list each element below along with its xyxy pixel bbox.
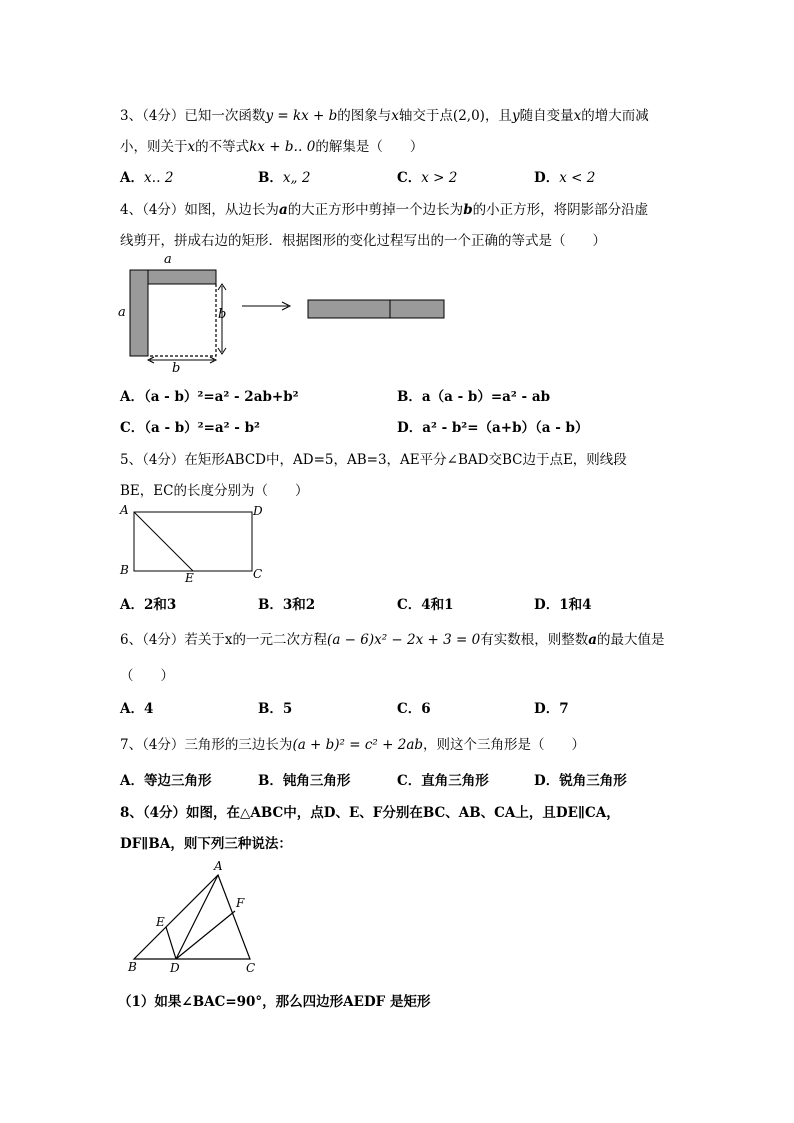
text: 的增大而减	[581, 108, 649, 124]
q8-label-d: D	[170, 961, 180, 975]
text: 小，则关于	[120, 139, 188, 155]
formula: y = kx + b	[265, 108, 338, 124]
q5-label-b: B	[120, 563, 129, 577]
q5-option-d[interactable]: D．1和4	[534, 597, 592, 613]
q3-option-c[interactable]	[397, 166, 457, 186]
q4-option-a[interactable]: A．（a - b）²=a² - 2ab+b²	[120, 389, 299, 405]
q8-segment-ad	[176, 875, 218, 959]
q6-option-b[interactable]: B．5	[258, 701, 293, 717]
q8-stem-line1: 8、（4分）如图，在△ABC中，点D、E、F分别在BC、AB、CA上，且DE∥CA，	[120, 805, 620, 821]
q8-label-e: E	[156, 915, 165, 929]
text: 6、（4分）若关于x的一元二次方程	[120, 632, 328, 648]
text: 的小正方形，将阴影部分沿虚	[472, 202, 649, 218]
q8-label-f: F	[236, 896, 245, 910]
q6-stem-line1	[120, 628, 664, 648]
q6-option-a[interactable]: A．4	[120, 701, 154, 717]
q8-figure	[122, 855, 272, 980]
formula: (2,0)	[452, 108, 485, 124]
text: ，则这个三角形是（ ）	[423, 737, 586, 753]
option-letter: A．	[120, 170, 144, 186]
text: 3、（4分）已知一次函数	[120, 108, 266, 124]
q8-label-c: C	[246, 961, 256, 975]
q4-label-b-bottom: b	[172, 361, 181, 375]
option-letter: C．	[397, 170, 422, 186]
q3-stem-line1	[120, 104, 649, 124]
text: 7、（4分）三角形的三边长为	[120, 737, 293, 753]
q4-figure	[110, 250, 460, 375]
option-letter: B．	[258, 170, 283, 186]
q4-label-a-top: a	[164, 252, 172, 267]
q4-option-b[interactable]: B．a（a - b）=a² - ab	[397, 389, 551, 405]
q5-label-d: D	[253, 504, 263, 518]
q4-big-square-left-strip	[130, 270, 148, 356]
q5-rectangle-abcd	[134, 512, 252, 571]
q4-option-c[interactable]: C．（a - b）²=a² - b²	[120, 420, 260, 436]
text: 轴交于点	[398, 108, 453, 124]
q4-dashed-square	[148, 284, 216, 356]
q5-option-a[interactable]: A．2和3	[120, 597, 177, 613]
q4-label-a-left: a	[118, 305, 126, 320]
text: 的解集是（ ）	[315, 139, 424, 155]
q4-stem-line2: 线剪开，拼成右边的矩形．根据图形的变化过程写出的一个正确的等式是（ ）	[120, 233, 606, 249]
q5-option-c[interactable]: C．4和1	[397, 597, 454, 613]
q4-result-rect-left	[308, 300, 390, 318]
q8-statement-1: （1）如果∠BAC=90°，那么四边形AEDF 是矩形	[118, 994, 431, 1010]
q3-option-b[interactable]	[258, 166, 310, 186]
q5-figure	[110, 500, 280, 588]
q7-option-a[interactable]: A．等边三角形	[120, 773, 212, 789]
q7-option-b[interactable]: B．钝角三角形	[258, 773, 351, 789]
formula: (a + b)² = c² + 2ab	[292, 737, 424, 753]
q6-stem-line2: （ ）	[120, 668, 174, 684]
formula: x	[573, 108, 582, 124]
formula: b	[463, 202, 473, 218]
q5-label-e: E	[185, 571, 194, 585]
formula: x	[391, 108, 399, 124]
q8-stem-line2: DF∥BA，则下列三种说法：	[120, 836, 292, 852]
q6-option-d[interactable]: D．7	[534, 701, 569, 717]
q4-label-b-right: b	[218, 307, 227, 322]
q7-option-c[interactable]: C．直角三角形	[397, 773, 489, 789]
text: 的大正方形中剪掉一个边长为	[287, 202, 464, 218]
formula: a	[278, 202, 288, 218]
text: 的图象与	[337, 108, 392, 124]
q3-stem-line2	[120, 135, 423, 155]
q6-option-c[interactable]: C．6	[397, 701, 431, 717]
option-value: x„ 2	[282, 170, 311, 186]
q7-option-d[interactable]: D．锐角三角形	[534, 773, 627, 789]
formula: x	[187, 139, 196, 155]
q3-option-a[interactable]	[120, 166, 173, 186]
q8-segment-df	[176, 911, 235, 959]
q4-option-d[interactable]: D．a² - b²=（a+b）（a - b）	[397, 420, 589, 436]
text: 有实数根，则整数	[480, 632, 589, 648]
q5-stem-line2: BE，EC的长度分别为（ ）	[120, 483, 309, 499]
q8-label-b: B	[128, 960, 137, 974]
formula: y	[511, 108, 520, 124]
formula: kx + b‥ 0	[249, 139, 316, 155]
q3-option-d[interactable]	[534, 166, 595, 186]
q8-label-a: A	[214, 859, 223, 873]
q5-label-a: A	[120, 503, 129, 517]
formula: (a − 6)x² − 2x + 3 = 0	[327, 632, 481, 648]
option-value: x‥ 2	[143, 170, 174, 186]
q4-stem-line1	[120, 198, 648, 218]
text: 随自变量	[519, 108, 574, 124]
formula: a	[588, 632, 597, 648]
option-value: x < 2	[559, 170, 596, 186]
text: ，且	[484, 108, 512, 124]
q5-label-c: C	[253, 567, 263, 581]
q7-stem-line1	[120, 733, 585, 753]
q5-stem-line1: 5、（4分）在矩形ABCD中，AD=5，AB=3，AE平分∠BAD交BC边于点E，则线段	[120, 452, 627, 468]
q8-segment-de	[166, 927, 176, 959]
q5-segment-ae	[134, 512, 193, 571]
q5-option-b[interactable]: B．3和2	[258, 597, 316, 613]
option-value: x > 2	[421, 170, 458, 186]
text: 4、（4分）如图，从边长为	[120, 202, 279, 218]
option-letter: D．	[534, 170, 560, 186]
text: 的最大值是	[596, 632, 665, 648]
text: 的不等式	[195, 139, 250, 155]
q4-result-rect-right	[390, 300, 444, 318]
